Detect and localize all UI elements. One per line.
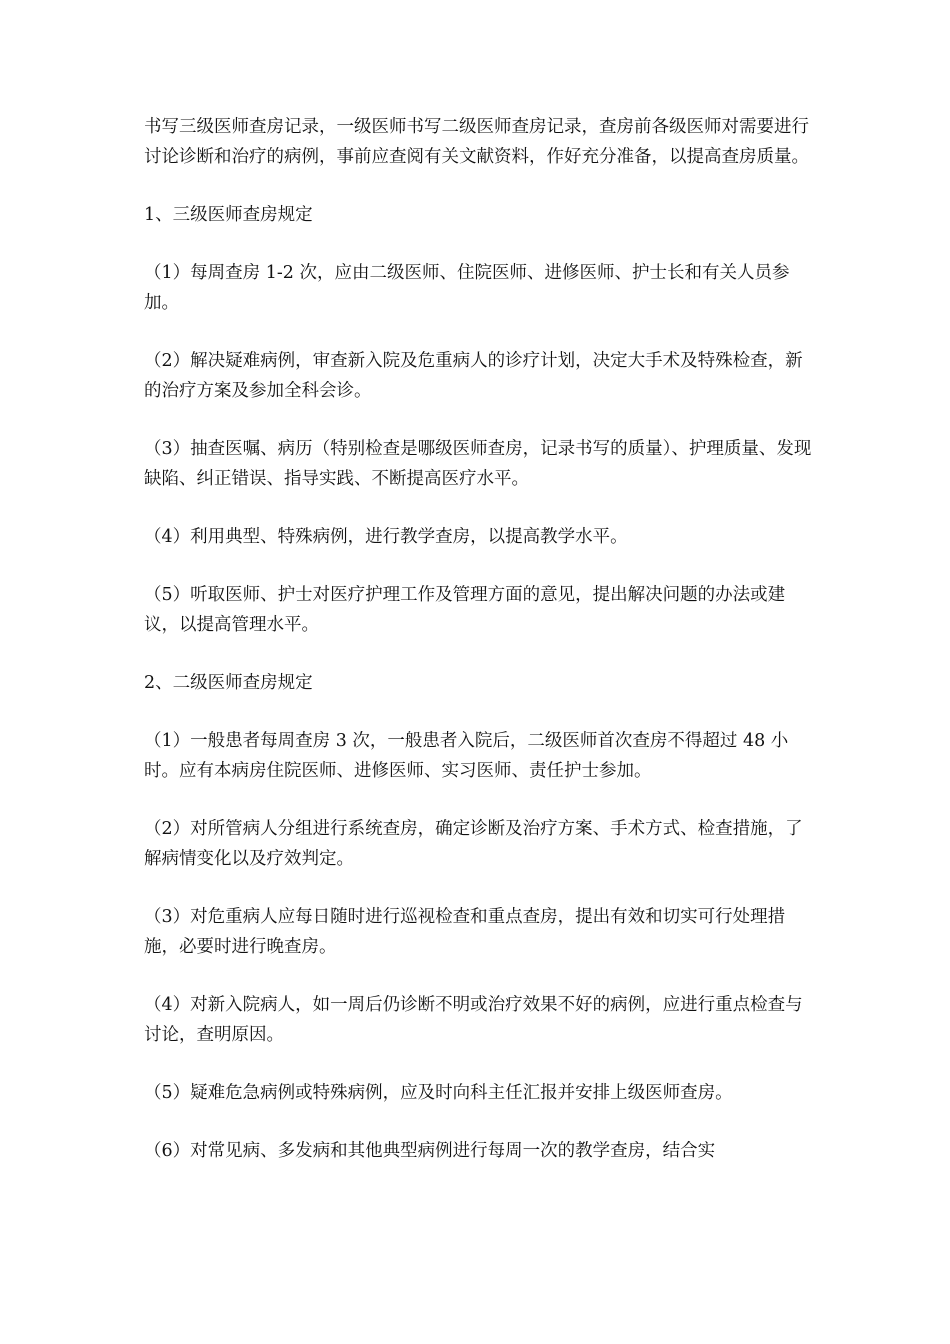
section-heading-level2-rounds: 2、二级医师查房规定 xyxy=(144,673,313,693)
paragraph-level2-item-4: （4）对新入院病人，如一周后仍诊断不明或治疗效果不好的病例，应进行重点检查与讨论，查明原因。 xyxy=(144,995,803,1045)
paragraph-level2-item-3: （3）对危重病人应每日随时进行巡视检查和重点查房，提出有效和切实可行处理措施，必要时进行晚查房。 xyxy=(144,907,786,957)
section-heading-level3-rounds: 1、三级医师查房规定 xyxy=(144,205,313,225)
paragraph-level2-item-1: （1）一般患者每周查房 3 次，一般患者入院后，二级医师首次查房不得超过 48 小时。应有本病房住院医师、进修医师、实习医师、责任护士参加。 xyxy=(144,731,789,781)
document-body xyxy=(144,112,816,1194)
paragraph-level2-item-5: （5）疑难危急病例或特殊病例，应及时向科主任汇报并安排上级医师查房。 xyxy=(144,1083,733,1103)
paragraph-level2-item-2: （2）对所管病人分组进行系统查房，确定诊断及治疗方案、手术方式、检查措施，了解病情变化以及疗效判定。 xyxy=(144,819,803,869)
paragraph-level2-item-6: （6）对常见病、多发病和其他典型病例进行每周一次的教学查房，结合实 xyxy=(144,1141,716,1161)
paragraph-level3-item-3: （3）抽查医嘱、病历（特别检查是哪级医师查房，记录书写的质量）、护理质量、发现缺陷、纠正错误、指导实践、不断提高医疗水平。 xyxy=(144,439,812,489)
paragraph-intro: 书写三级医师查房记录，一级医师书写二级医师查房记录，查房前各级医师对需要进行讨论诊断和治疗的病例，事前应查阅有关文献资料，作好充分准备，以提高查房质量。 xyxy=(144,117,809,167)
paragraph-level3-item-1: （1）每周查房 1-2 次，应由二级医师、住院医师、进修医师、护士长和有关人员参加。 xyxy=(144,263,790,313)
paragraph-level3-item-4: （4）利用典型、特殊病例，进行教学查房，以提高教学水平。 xyxy=(144,527,628,547)
paragraph-level3-item-2: （2）解决疑难病例，审查新入院及危重病人的诊疗计划，决定大手术及特殊检查，新的治疗方案及参加全科会诊。 xyxy=(144,351,803,401)
paragraph-level3-item-5: （5）听取医师、护士对医疗护理工作及管理方面的意见，提出解决问题的办法或建议，以提高管理水平。 xyxy=(144,585,786,635)
